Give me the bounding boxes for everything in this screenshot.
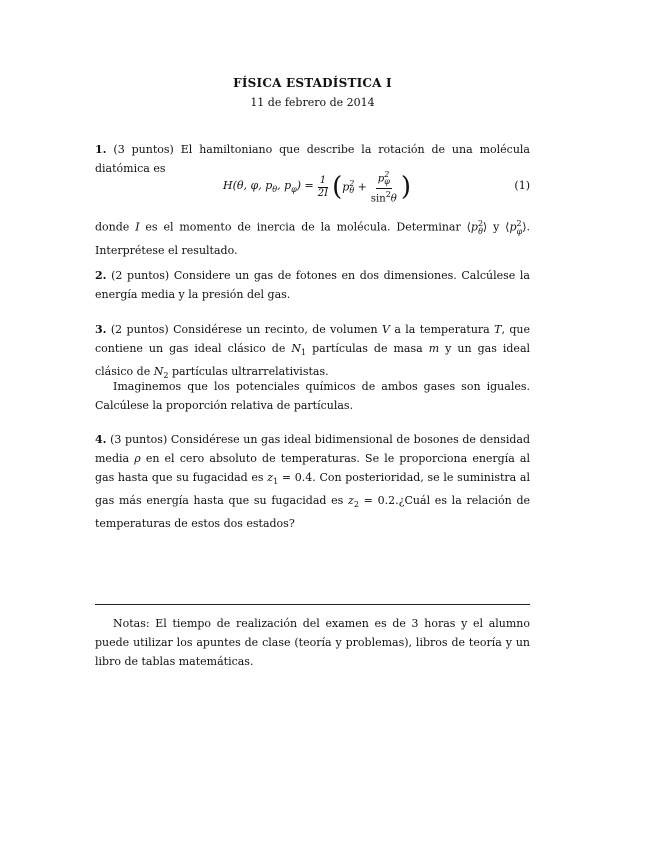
problem-2-number: 2. — [95, 269, 107, 282]
exam-title: FÍSICA ESTADÍSTICA I — [233, 76, 392, 90]
problem-3-followup: Imaginemos que los potenciales químicos de ambos gases son iguales. Calcúlese la proporción relativa de partículas. — [95, 380, 530, 412]
equation-number: (1) — [514, 179, 530, 192]
problem-1-points: (3 puntos) — [113, 143, 174, 156]
exam-notes: Notas: El tiempo de realización del examen es de 3 horas y el alumno puede utilizar los apuntes de clase (teoría y problemas), libros de teoría y un libro de tablas matemáticas. — [95, 617, 530, 668]
problem-4-points: (3 puntos) — [110, 433, 168, 446]
problem-2 — [95, 266, 530, 304]
equation-lhs: H(θ, φ, $p_\theta$, $p_\varphi$) = — [223, 179, 314, 195]
problem-3-points: (2 puntos) — [110, 323, 169, 336]
equation-1 — [95, 167, 530, 207]
problem-1-number: 1. — [95, 143, 107, 156]
problem-4: 4. (3 puntos) Considérese un gas ideal bidimensional de bosones de densidad media ρ en el cero absoluto de temperaturas. Se le proporciona energía al gas hasta que su fugacidad es $z_1 = 0.4$. Con posterioridad, se le suministra al gas más energía hasta que su fugacidad es $z_2$ = 0.2.¿Cuál es la relación de temperaturas de estos dos estados? — [95, 433, 531, 531]
notes-divider — [95, 604, 530, 605]
problem-2-text: Considere un gas de fotones en dos dimensiones. Calcúlese la energía media y la presión del gas. — [95, 269, 530, 301]
equation-body: H(θ, φ, $p_\theta$, $p_\varphi$) = $\frac{1}{2I}$ ( $p^2_\theta$ + $\frac{p^2_\varphi}{\sin^2\theta}$ ) — [223, 169, 411, 205]
problem-1-intro-text: El hamiltoniano que describe la rotación de una molécula diatómica es — [95, 143, 530, 175]
problem-3-number: 3. — [95, 323, 107, 336]
problem-4-number: 4. — [95, 433, 107, 446]
equation-fraction-2: $\frac{p^2_\varphi}{\sin^2\theta}$ — [370, 169, 397, 205]
equation-fraction-1: $\frac{1}{2I}$ — [317, 174, 329, 199]
problem-3: 3. (2 puntos) Considérese un recinto, de volumen V a la temperatura T, que contiene un gas ideal clásico de $N_1$ partículas de masa m y un gas ideal clásico de $N_2$ partículas ultrarrelativistas. — [95, 323, 531, 381]
problem-1-text: donde I es el momento de inercia de la molécula. Determinar $⟨p^2_\theta⟩$ y $⟨p^2_\varphi⟩$. Interprétese el resultado. — [95, 219, 530, 257]
problem-2-points: (2 puntos) — [111, 269, 170, 282]
exam-date: 11 de febrero de 2014 — [250, 96, 375, 109]
